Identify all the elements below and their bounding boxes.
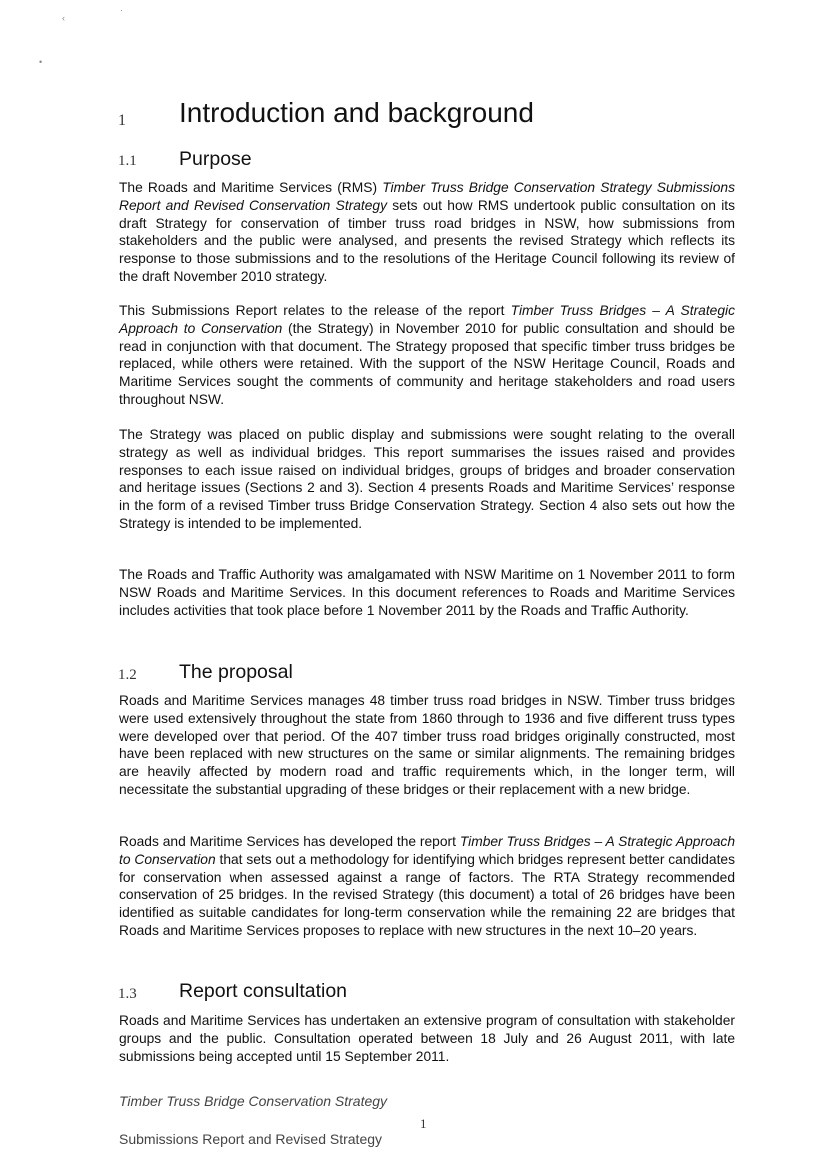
paragraph: The Strategy was placed on public display and submissions were sought relating to the overall strategy as well as individual bridges. This report summarises the issues raised and provides responses to each issue raised on individual bridges, groups of bridges and broader conservation and heritage issues (Sections 2 and 3). Section 4 presents Roads and Maritime Services’ response in the form of a revised Timber truss Bridge Conservation Strategy. Section 4 also sets out how the Strategy is intended to be implemented.: [119, 427, 735, 531]
section-number: 1.1: [118, 153, 137, 169]
paragraph-text: sets out how RMS undertook public consultation on its draft Strategy for conservation of timber truss road bridges in NSW, how submissions from stakeholders and the public were analysed, and presents the revised Strategy which reflects its response to those submissions and to the resolutions of the Heritage Council following its review of the draft November 2010 strategy.: [119, 197, 735, 284]
scan-mark: ·: [120, 5, 123, 15]
paragraph: [119, 179, 735, 286]
report-title: Timber Truss Bridges – A Strategic Approach to Conservation: [119, 834, 735, 867]
footer-document-subtitle: Submissions Report and Revised Strategy: [119, 1131, 383, 1147]
paragraph: Roads and Maritime Services has undertaken an extensive program of consultation with stakeholder groups and the public. Consultation operated between 18 July and 26 August 2011, with late submissions being accepted until 15 September 2011.: [119, 1013, 735, 1064]
page-number: 1: [420, 1116, 427, 1131]
scan-mark: •: [39, 57, 43, 67]
section-heading: Report consultation: [179, 980, 348, 1002]
scan-mark: ‹: [62, 13, 65, 23]
page-title: Introduction and background: [179, 97, 534, 128]
paragraph-text: that sets out a methodology for identifying which bridges represent better candidates for conservation when assessed against a range of factors. The RTA Strategy recommended conservation of 25 bridges. In the revised Strategy (this document) a total of 26 bridges have been identified as suitable candidates for long-term conservation while the remaining 22 are bridges that Roads and Maritime Services proposes to replace with new structures in the next 10–20 years.: [119, 851, 735, 938]
paragraph-text: Roads and Maritime Services has developed the report: [119, 834, 460, 849]
report-title: Timber Truss Bridge Conservation Strategy Submissions Report and Revised Conservation Strategy: [119, 180, 735, 213]
section-heading: Purpose: [179, 148, 252, 170]
paragraph-text: This Submissions Report relates to the release of the report: [119, 303, 511, 318]
section-number: 1.2: [118, 667, 137, 683]
paragraph-text: (the Strategy) in November 2010 for public consultation and should be read in conjunction with that document. The Strategy proposed that specific timber truss bridges be replaced, while others were retained. With the support of the NSW Heritage Council, Roads and Maritime Services sought the comments of community and heritage stakeholders and road users throughout NSW.: [119, 320, 735, 407]
section-heading: The proposal: [179, 661, 293, 683]
paragraph: [119, 833, 735, 940]
paragraph: Roads and Maritime Services manages 48 timber truss road bridges in NSW. Timber truss bridges were used extensively throughout the state from 1860 through to 1936 and five different truss types were developed over that period. Of the 407 timber truss road bridges originally constructed, most have been replaced with new structures on the same or similar alignments. The remaining bridges are heavily affected by modern road and traffic requirements which, in the longer term, will necessitate the substantial upgrading of these bridges or their replacement with a new bridge.: [119, 693, 735, 797]
paragraph-text: The Roads and Maritime Services (RMS): [119, 180, 383, 195]
section-number: 1.3: [118, 986, 137, 1002]
section-number: 1: [118, 112, 126, 129]
report-title: Timber Truss Bridges – A Strategic Approach to Conservation: [119, 303, 735, 336]
footer-document-title: Timber Truss Bridge Conservation Strategy: [119, 1093, 388, 1109]
paragraph: [119, 302, 735, 409]
paragraph: The Roads and Traffic Authority was amalgamated with NSW Maritime on 1 November 2011 to form NSW Roads and Maritime Services. In this document references to Roads and Maritime Services includes activities that took place before 1 November 2011 by the Roads and Traffic Authority.: [119, 567, 735, 618]
